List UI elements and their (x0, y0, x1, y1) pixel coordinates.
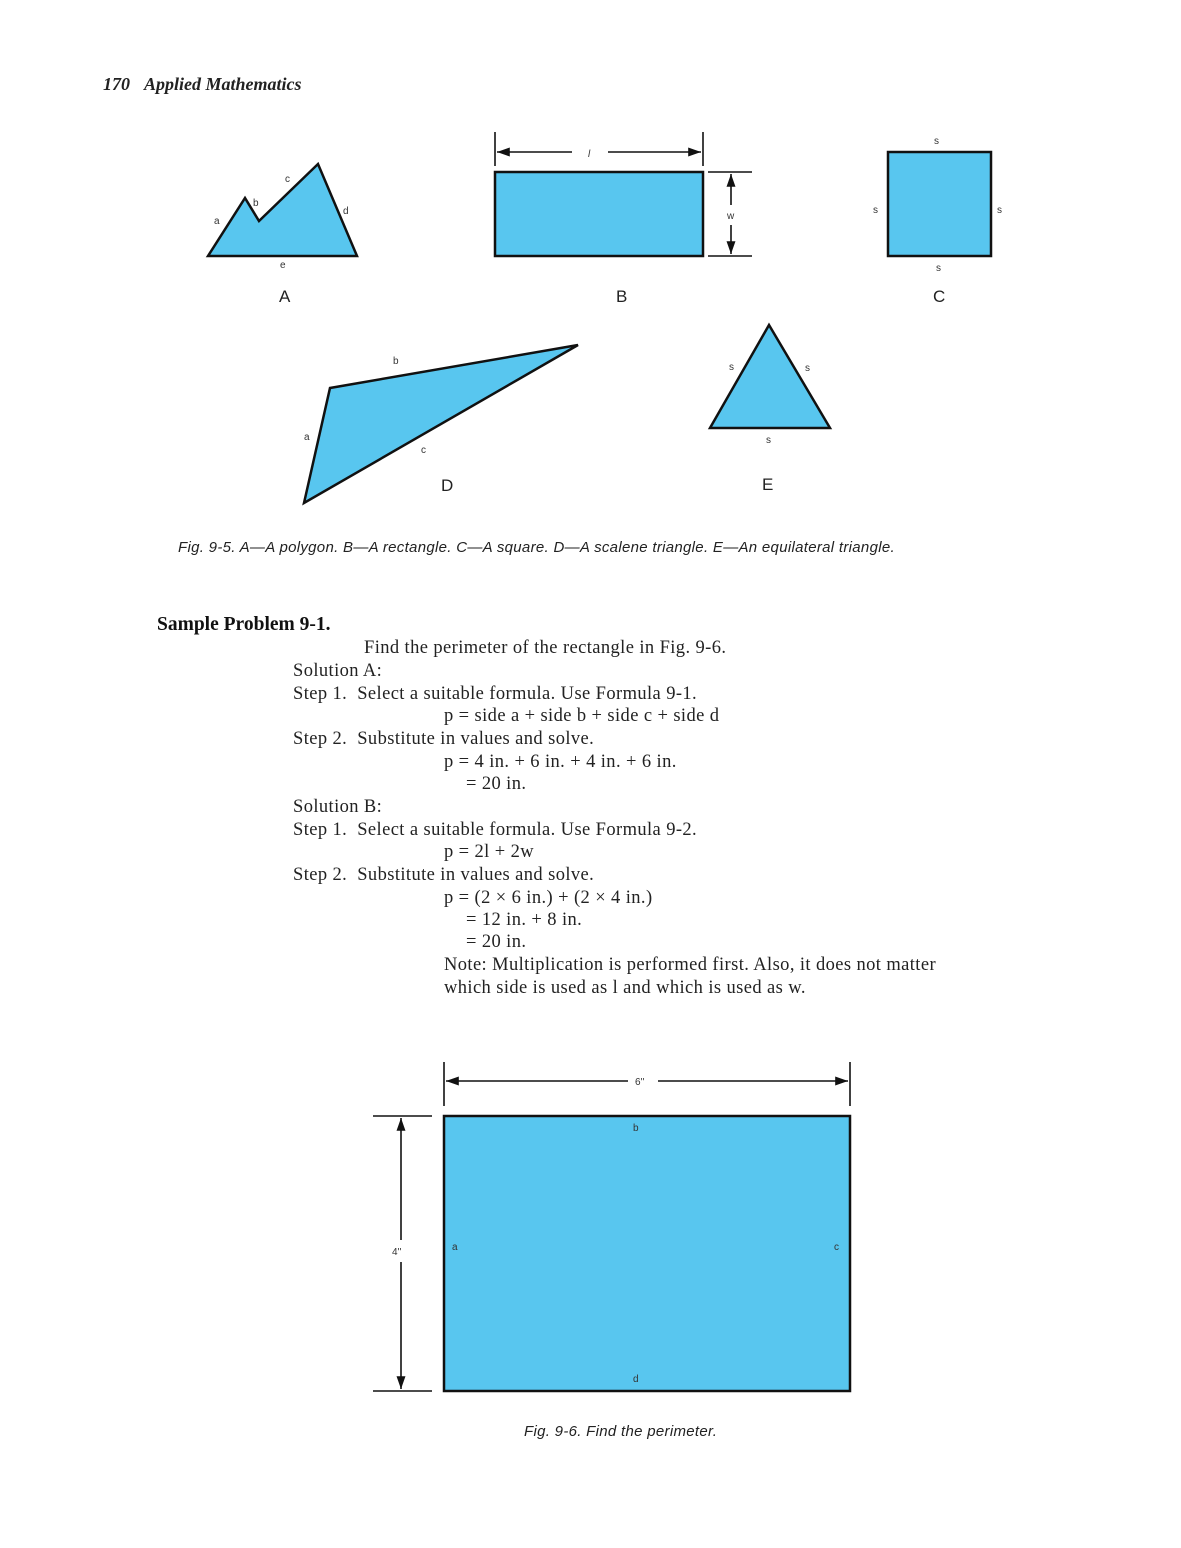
label-width: w (727, 211, 735, 222)
label-c: c (285, 174, 290, 185)
formula: p = side a + side b + side c + side d (444, 706, 720, 726)
figure-letter: C (933, 287, 946, 306)
label-s: s (934, 136, 939, 147)
label-c: c (421, 445, 426, 456)
figure-equilateral-triangle (710, 325, 830, 494)
figure-caption: Fig. 9-5. A—A polygon. B—A rectangle. C—A square. D—A scalene triangle. E—An equilateral triangle. (178, 539, 895, 556)
label-s: s (729, 362, 734, 373)
label-d: d (633, 1374, 639, 1385)
figure-polygon (208, 164, 357, 306)
step-text: Step 1. Select a suitable formula. Use Formula 9-2. (293, 820, 698, 840)
figure-letter: D (441, 476, 454, 495)
label-height: 4'' (392, 1247, 402, 1258)
formula: = 12 in. + 8 in. (466, 910, 583, 930)
page-number: 170 (103, 74, 130, 94)
problem-title: Sample Problem 9-1. (157, 614, 331, 635)
figure-caption: Fig. 9-6. Find the perimeter. (524, 1423, 718, 1440)
label-s: s (873, 205, 878, 216)
figure-letter: B (616, 287, 628, 306)
problem-statement: Find the perimeter of the rectangle in Fig. 9-6. (364, 638, 727, 658)
label-s: s (997, 205, 1002, 216)
solution-heading: Solution B: (293, 797, 383, 817)
label-c: c (834, 1242, 839, 1253)
label-b: b (633, 1123, 639, 1134)
label-b: b (393, 356, 399, 367)
figure-scalene-triangle (304, 345, 578, 503)
step-text: Step 2. Substitute in values and solve. (293, 729, 595, 749)
formula: p = 2l + 2w (444, 842, 535, 862)
solution-heading: Solution A: (293, 661, 383, 681)
label-width: 6'' (635, 1077, 645, 1088)
figure-letter: A (279, 287, 291, 306)
step-text: Step 2. Substitute in values and solve. (293, 865, 595, 885)
step-text: Step 1. Select a suitable formula. Use Formula 9-1. (293, 684, 698, 704)
formula: = 20 in. (466, 774, 527, 794)
label-length: l (588, 149, 591, 160)
note-text: Note: Multiplication is performed first. Also, it does not matter (444, 955, 937, 975)
figure-rectangle (495, 132, 752, 306)
label-e: e (280, 260, 286, 271)
label-s: s (936, 263, 941, 274)
label-a: a (452, 1242, 458, 1253)
label-a: a (214, 216, 220, 227)
figure-square (873, 136, 1002, 306)
formula: = 20 in. (466, 932, 527, 952)
label-b: b (253, 198, 259, 209)
note-text: which side is used as l and which is used as w. (444, 978, 806, 998)
label-s: s (805, 363, 810, 374)
formula: p = 4 in. + 6 in. + 4 in. + 6 in. (444, 752, 677, 772)
label-a: a (304, 432, 310, 443)
figure-letter: E (762, 475, 774, 494)
formula: p = (2 × 6 in.) + (2 × 4 in.) (444, 888, 653, 908)
figure-perimeter-rectangle (373, 1062, 850, 1391)
label-s: s (766, 435, 771, 446)
book-title: Applied Mathematics (144, 74, 302, 94)
label-d: d (343, 206, 349, 217)
